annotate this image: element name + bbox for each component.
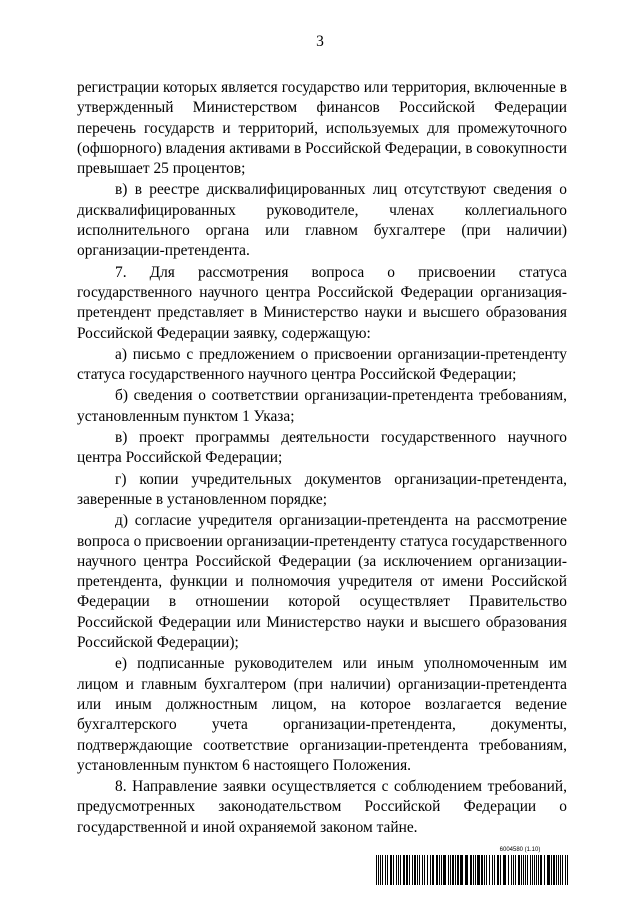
paragraph: 7. Для рассмотрения вопроса о присвоении статуса государственного научного центра Российской Федерации организация-претендент представляет в Министерство науки и высшего образования Российской Федерации заявку, содержащую: xyxy=(77,263,567,342)
barcode-label: 6004580 (1.10) xyxy=(499,847,541,853)
paragraph: в) проект программы деятельности государственного научного центра Российской Федерации; xyxy=(77,429,567,467)
paragraph: 8. Направление заявки осуществляется с соблюдением требований, предусмотренных законодательством Российской Федерации о государственной и иной охраняемой законом тайне. xyxy=(77,778,567,836)
paragraph: г) копии учредительных документов организации-претендента, заверенные в установленном порядке; xyxy=(77,470,567,508)
document-body xyxy=(77,78,567,838)
barcode-image xyxy=(376,855,568,885)
paragraph: е) подписанные руководителем или иным уполномоченным им лицом и главным бухгалтером (при наличии) организации-претендента или иным должностным лицом, на которое возлагается ведение бухгалтерского учета организации-претендента, документы, подтверждающие соответствие организации-претендента требованиям, установленным пунктом 6 настоящего Положения. xyxy=(77,655,567,774)
paragraph: в) в реестре дисквалифицированных лиц отсутствуют сведения о дисквалифицированных руководителе, членах коллегиального исполнительного органа или главном бухгалтере (при наличии) организации-претендента. xyxy=(77,181,567,260)
paragraph: д) согласие учредителя организации-претендента на рассмотрение вопроса о присвоении организации-претенденту статуса государственного научного центра Российской Федерации (за исключением организации-претендента, функции и полномочия учредителя от имени Российской Федерации в отношении которой осуществляет Правительство Российской Федерации или Министерство науки и высшего образования Российской Федерации); xyxy=(77,512,567,652)
page-number: 3 xyxy=(316,33,324,50)
paragraph: регистрации которых является государство или территория, включенные в утвержденный Министерством финансов Российской Федерации перечень государств и территорий, используемых для промежуточного (офшорного) владения активами в Российской Федерации, в совокупности превышает 25 процентов; xyxy=(77,79,567,178)
paragraph: б) сведения о соответствии организации-претендента требованиям, установленным пунктом 1 Указа; xyxy=(77,387,567,425)
paragraph: а) письмо с предложением о присвоении организации-претенденту статуса государственного научного центра Российской Федерации; xyxy=(77,345,567,384)
